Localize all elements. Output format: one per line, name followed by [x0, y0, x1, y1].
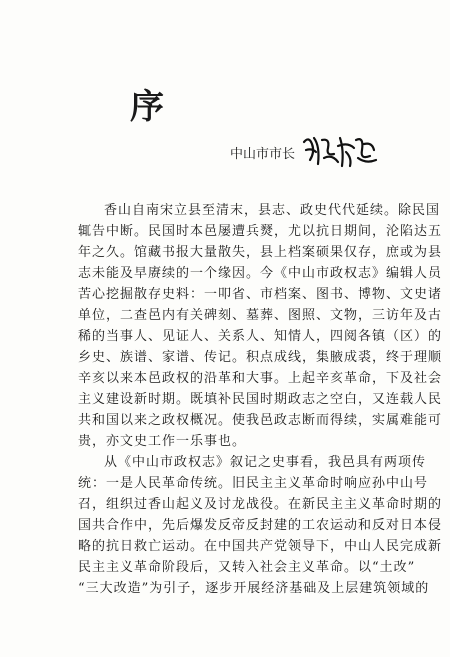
- text-line: 稀的当事人、见证人、关系人、知情人，四阅各镇（区）的: [78, 329, 443, 344]
- text-line: 香山自南宋立县至清末，县志、政史代代延续。除民国: [104, 203, 441, 218]
- text-line: 辛亥以来本邑政权的沿革和大事。上起辛亥革命，下及社会: [78, 371, 443, 386]
- body-text: [78, 200, 443, 599]
- text-line: 主义建设新时期。既填补民国时期政志之空白，又连载人民: [78, 392, 443, 407]
- text-line: 志未能及早赓续的一个缘因。今《中山市政权志》编辑人员: [78, 266, 443, 281]
- text-line: 贵，亦文史工作一乐事也。: [78, 434, 247, 449]
- text-line: 统：一是人民革命传统。旧民主主义革命时响应孙中山号: [78, 476, 429, 491]
- text-line: 年之久。馆藏书报大量散失，县上档案硕果仅存，庶或为县: [78, 245, 443, 260]
- text-line: 召，组织过香山起义及讨龙战役。在新民主主义革命时期的: [78, 497, 443, 512]
- text-line: 乡史、族谱、家谱、传记。积点成线，集腋成裘，终于理顺: [78, 350, 443, 365]
- text-line: 苦心挖掘散存史料：一叩省、市档案、图书、博物、文史诸: [78, 287, 443, 302]
- page-title: 序: [130, 87, 166, 127]
- text-line: 辄告中断。民国时本邑屡遭兵燹，尤以抗日期间，沦陷达五: [78, 224, 443, 239]
- handwritten-signature: [300, 132, 380, 170]
- text-line: “三大改造”为引子，逐步开展经济基础及上层建筑领域的: [78, 581, 430, 596]
- text-line: 国共合作中，先后爆发反帝反封建的工农运动和反对日本侵: [78, 518, 443, 533]
- text-line: 单位，二查邑内有关碑刻、墓葬、图照、文物，三访年及古: [78, 308, 443, 323]
- text-line: 共和国以来之政权概况。使我邑政志断而得续，实属难能可: [78, 413, 443, 428]
- author-title: 中山市市长: [230, 147, 296, 162]
- text-line: 略的抗日救亡运动。在中国共产党领导下，中山人民完成新: [78, 539, 443, 554]
- text-line: 从《中山市政权志》叙记之史事看，我邑具有两项传: [104, 455, 427, 470]
- text-line: 民主主义革命阶段后，又转入社会主义革命。以“土改”: [78, 560, 416, 575]
